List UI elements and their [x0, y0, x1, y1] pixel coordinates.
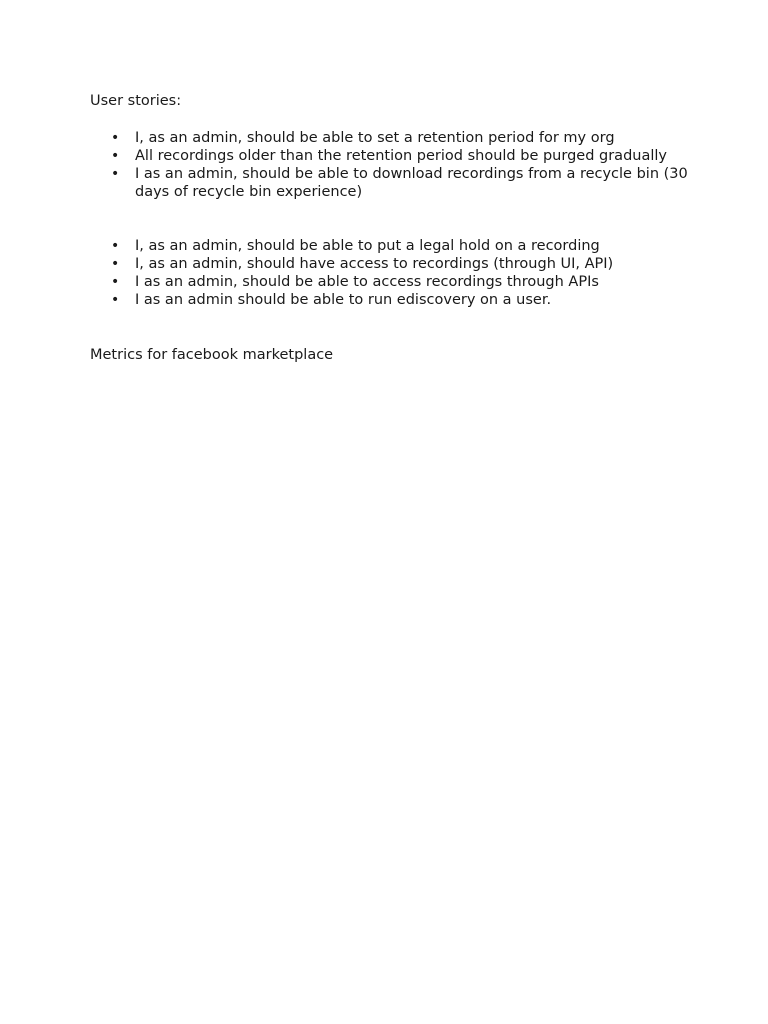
list-item-text: All recordings older than the retention period should be purged gradually — [135, 148, 667, 164]
list-item — [90, 147, 690, 165]
bullet-icon: • — [111, 292, 120, 308]
list-item — [90, 165, 690, 201]
list-item-text: I as an admin should be able to run ediscovery on a user. — [135, 292, 552, 308]
metrics-heading: Metrics for facebook marketplace — [90, 347, 334, 363]
user-stories-list-2 — [90, 237, 690, 309]
bullet-icon: • — [111, 256, 120, 272]
bullet-icon: • — [111, 238, 120, 254]
list-item-text: I, as an admin, should be able to set a retention period for my org — [135, 130, 615, 146]
bullet-icon: • — [111, 130, 120, 146]
list-item — [90, 273, 690, 291]
bullet-icon: • — [111, 274, 120, 290]
list-item — [90, 255, 690, 273]
bullet-icon: • — [111, 166, 120, 182]
bullet-icon: • — [111, 148, 120, 164]
list-item — [90, 129, 690, 147]
list-item-text: I as an admin, should be able to download recordings from a recycle bin (30 days of recycle bin experience) — [135, 166, 688, 200]
list-item-text: I, as an admin, should have access to recordings (through UI, API) — [135, 256, 614, 272]
list-item — [90, 237, 690, 255]
user-stories-heading: User stories: — [90, 93, 182, 109]
user-stories-list-1 — [90, 129, 690, 201]
list-item — [90, 291, 690, 309]
list-item-text: I as an admin, should be able to access recordings through APIs — [135, 274, 599, 290]
list-item-text: I, as an admin, should be able to put a legal hold on a recording — [135, 238, 600, 254]
